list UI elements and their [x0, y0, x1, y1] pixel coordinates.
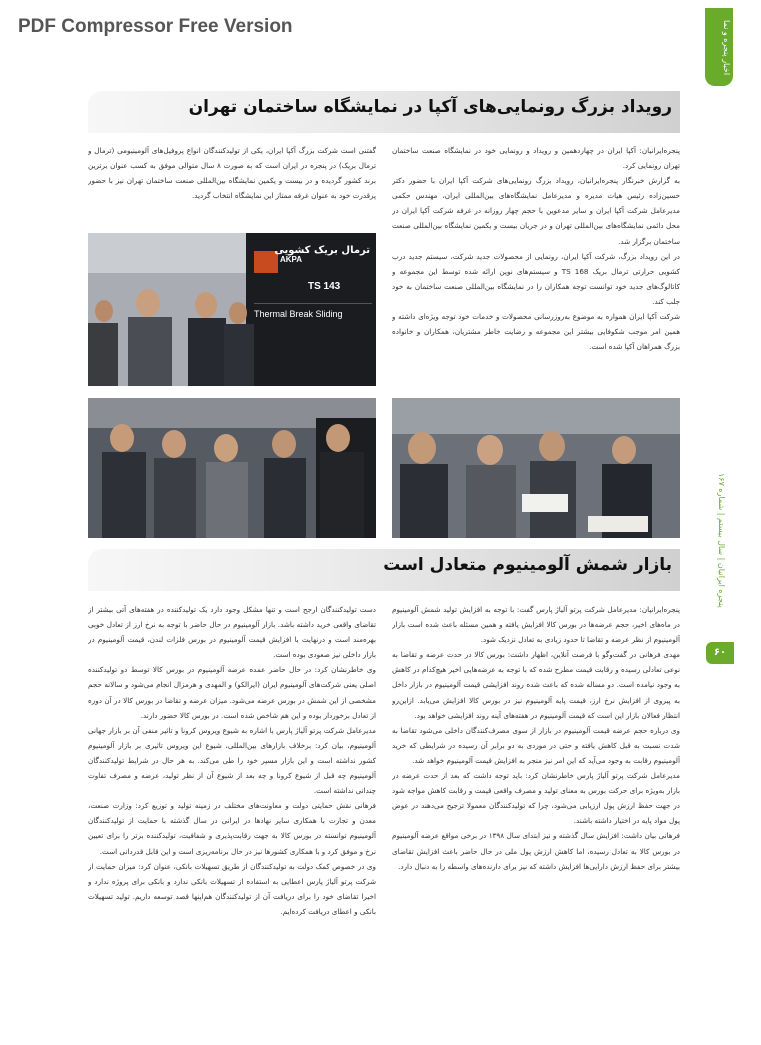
section-tab — [705, 8, 733, 86]
page-number: ۶۰ — [706, 642, 734, 664]
article2-headline-bar — [88, 549, 680, 591]
article1-headline-bar — [88, 91, 680, 133]
article1-paragraph: شرکت آکپا ایران همواره به موضوع به‌روزرسانی محصولات و خدمات خود توجه ویژه‌ای داشته و همین امر موجب شکوفایی بیشتر این مجموعه و رضایت خاطر مشتریان، همکاران و خانواده بزرگ همراهان آکپا شده است. — [392, 312, 680, 352]
banner-brand: AKPA — [280, 255, 303, 264]
article2-column-right — [392, 602, 680, 974]
banner-title-fa: ترمال بریک کشویی — [274, 245, 370, 256]
samples-photo — [88, 398, 376, 538]
article1-paragraph: به گزارش خبرنگار پنجره‌ایرانیان، رویداد بزرگ رونمایی‌های شرکت آکپا ایران با حضور دکتر حسین‌زاده رئیس هیات مدیره و مدیرعامل نمایشگاه‌های بین‌المللی ایران، مهندس حکمی مدیرعامل شرکت آکپا ایران و سایر مدعوین با حجم چهار روزانه در غرفه شرکت آکپا ایران در محل دائمی نمایشگاه‌های بین‌المللی تهران و در جریان بیست و یکمین نمایشگاه بین‌المللی صنعت ساختمان برگزار شد. — [392, 176, 680, 246]
article1-column-right — [392, 143, 680, 389]
booth-photo — [88, 233, 376, 386]
article2-paragraph: فرهانی بیان داشت: افزایش سال گذشته و نیز ابتدای سال ۱۳۹۸ در برخی مواقع عرضه آلومینیوم در بورس کالا به تعادل رسیده، اما کاهش ارزش پول ملی در حال حاضر باعث افزایش تقاضای بیشتر برای حفظ ارزش دارایی‌ها افزایش داشته که نیز برای دارنده‌های واسطه را به دنبال دارد. — [392, 831, 680, 871]
catalog-photo — [392, 398, 680, 538]
magazine-issue-strip: پنجره ایرانیان | سال بیستم | شماره ۱۶۷ — [717, 472, 726, 608]
article2-paragraph: مهدی فرهانی در گفت‌وگو با فرصت آنلاین، اظهار داشت: بورس کالا در حدت عرضه و تقاضا به نوعی تعادلی رسیده و رقابت قیمت مطرح شده که با توجه به عرضه‌هایی اخیر هیچ‌کدام در کاهش به وجود نیامده است. دو مساله شده که باعث شده روند افزایشی قیمت آلومینیوم در بازار داخل به پیروی از افزایش نرخ ارز، قیمت پایه آلومینیوم نیز در بورس کالا افزایش می‌یابد. ازاین‌رو انتظار فعالان بازار این است که قیمت آلومینیوم در هفته‌های آینه روند افزایشی خواهد بود. — [392, 650, 680, 720]
article1-paragraph: پنجره‌ایرانیان: آکپا ایران در چهاردهمین و رویداد و رونمایی خود در نمایشگاه صنعت ساختمان تهران رونمایی کرد. — [392, 146, 680, 171]
watermark-text: PDF Compressor Free Version — [18, 16, 293, 37]
banner-title-en: Thermal Break Sliding — [254, 309, 343, 319]
banner-model: TS 143 — [308, 281, 341, 292]
article2-column-left — [88, 602, 376, 974]
article2-paragraph: وی خاطرنشان کرد: در حال حاضر عمده عرضه آلومینیوم در بورس کالا توسط دو تولیدکننده اصلی یعنی شرکت‌های آلومینیوم ایران (ایرالکو) و المهدی و هرمزال انجام می‌شود و سالانه حجم مشخصی از این شمش در بورس عرضه می‌شود. میزان عرضه و تقاضا در بورس کالا در آن دوره از تعادل برخوردار بوده و این هم شاخص شده است. در بورس کالا حضور دارند. — [88, 665, 376, 720]
article1-paragraph: گفتنی است شرکت بزرگ آکپا ایران، یکی از تولیدکنندگان انواع پروفیل‌های آلومینیومی (ترمال و ترمال بریک) در پنجره در ایران است که به صورت ۸ سال متوالی موفق به کسب عنوان برترین برند کشور گردیده و در بیست و یکمین نمایشگاه بین‌المللی صنعت ساختمان تهران نیز با حضور پرقدرت خود به عنوان غرفه ممتاز این نمایشگاه انتخاب گردید. — [88, 146, 376, 201]
article2-paragraph: وی درباره حجم عرضه قیمت آلومینیوم در بازار از سوی مصرف‌کنندگان داخلی می‌شود تقاضا به شدت نسبت به قبل کاهش یافته و حتی در موردی به دو برابر آن رسیده در شرایطی که خرید آلومینیوم رقابت به وجود می‌آید که این امر نیز منجر به افزایش قیمت آلومینیوم خواهد شد. — [392, 725, 680, 765]
article2-paragraph: دست تولیدکنندگان ارجح است و تنها مشکل وجود دارد یک تولیدکننده در هفته‌های آتی بیشتر از تقاضای واقعی خرید داشته باشد. بازار آلومینیوم در حال حاضر با توجه به نرخ ارز از تعادل خوبی بهره‌مند است و درنهایت با افزایش قیمت آلومینیوم در بورس فلزات لندن، قیمت آلومینیوم در بازار داخلی نیز صعودی بوده است. — [88, 605, 376, 660]
article1-column-left — [88, 143, 376, 228]
article2-paragraph: مدیرعامل شرکت پرتو آلیاژ پارس با اشاره به شیوع ویروس کرونا و تاثیر منفی آن بر بازار جهانی آلومینیوم، بیان کرد: برخلاف بازارهای بین‌المللی، شیوع این ویروس تاثیری بر بازار آلومینیوم کشور نداشته است و این بازار مسیر خود را طی می‌کند. به هر حال در شرایط تولیدکنندگان آلومینیوم چه قبل از شیوع کرونا و چه بعد از شیوع آن از نظر تولید، عرضه و مصرف تفاوت چندانی نداشته است. — [88, 725, 376, 796]
article2-paragraph: پنجره‌ایرانیان: مدیرعامل شرکت پرتو آلیاژ پارس گفت: با توجه به افزایش تولید شمش آلومینیوم در ماه‌های اخیر، حجم عرضه‌ها در بورس کالا افزایش یافته و همین مسئله باعث شده است بازار آلومینیوم از نظر عرضه و تقاضا تا حدود زیادی به تعادل نزدیک شود. — [392, 605, 680, 645]
section-tab-label: اخبار پنجره و نما — [722, 20, 731, 76]
article1-headline: رویداد بزرگ رونمایی‌های آکپا در نمایشگاه ساختمان تهران — [188, 97, 672, 117]
article2-headline: بازار شمش آلومینیوم متعادل است — [383, 555, 672, 575]
article2-paragraph: فرهانی نقش حمایتی دولت و معاونت‌های مختلف در زمینه تولید و توزیع کرد: وزارت صنعت، معدن و تجارت با همکاری سایر نهادها در ایرانی در سال گذشته با حمایت از تولیدکنندگان آلومینیوم توانسته در بورس کالا به جهت رقابت‌پذیری و شفافیت، تولیدکننده برتر را برای تعیین نرخ و موفق کرد و با همکاری کشورها نیز در حال برنامه‌ریزی است و این قابل قدردانی است. — [88, 801, 376, 856]
article2-paragraph: وی در خصوص کمک دولت به تولیدکنندگان از طریق تسهیلات بانکی، عنوان کرد: میزان حمایت از شرکت پرتو آلیاژ پارس اعطایی به استفاده از تسهیلات بانکی ندارد و بانکی برای پروژه ندارد و اخیرا تقاضای خود را برای دریافت آن از تولیدکنندگان هم‌اینها قصد توسعه داریم. تولید تسهیلات بانکی و اعطای دریافت کرده‌ایم. — [88, 861, 376, 916]
article2-paragraph: مدیرعامل شرکت پرتو آلیاژ پارس خاطرنشان کرد: باید توجه داشت که بعد از حدت عرضه در بازار به‌ویژه برای حرکت بورس به معنای تولید و مصرف واقعی قیمت و رقابت کاهش مواجه شود در جهت حفظ ارزش پول ارزیابی می‌شود، چرا که تولیدکنندگان معمولا ترجیح می‌دهند در عوض پول مواد پایه در اختیار داشته باشند. — [392, 771, 680, 826]
article1-paragraph: در این رویداد بزرگ، شرکت آکپا ایران، رونمایی از محصولات جدید شرکت، سیستم جدید درب کشویی حرارتی ترمال بریک TS 168 و سیستم‌های نوین ارائه شده توسط این مجموعه و کاتالوگ‌های جدید خود توانست توجه همکاران را در نمایشگاه بین‌المللی صنعت ساختمان به خود جلب کند. — [392, 251, 680, 306]
